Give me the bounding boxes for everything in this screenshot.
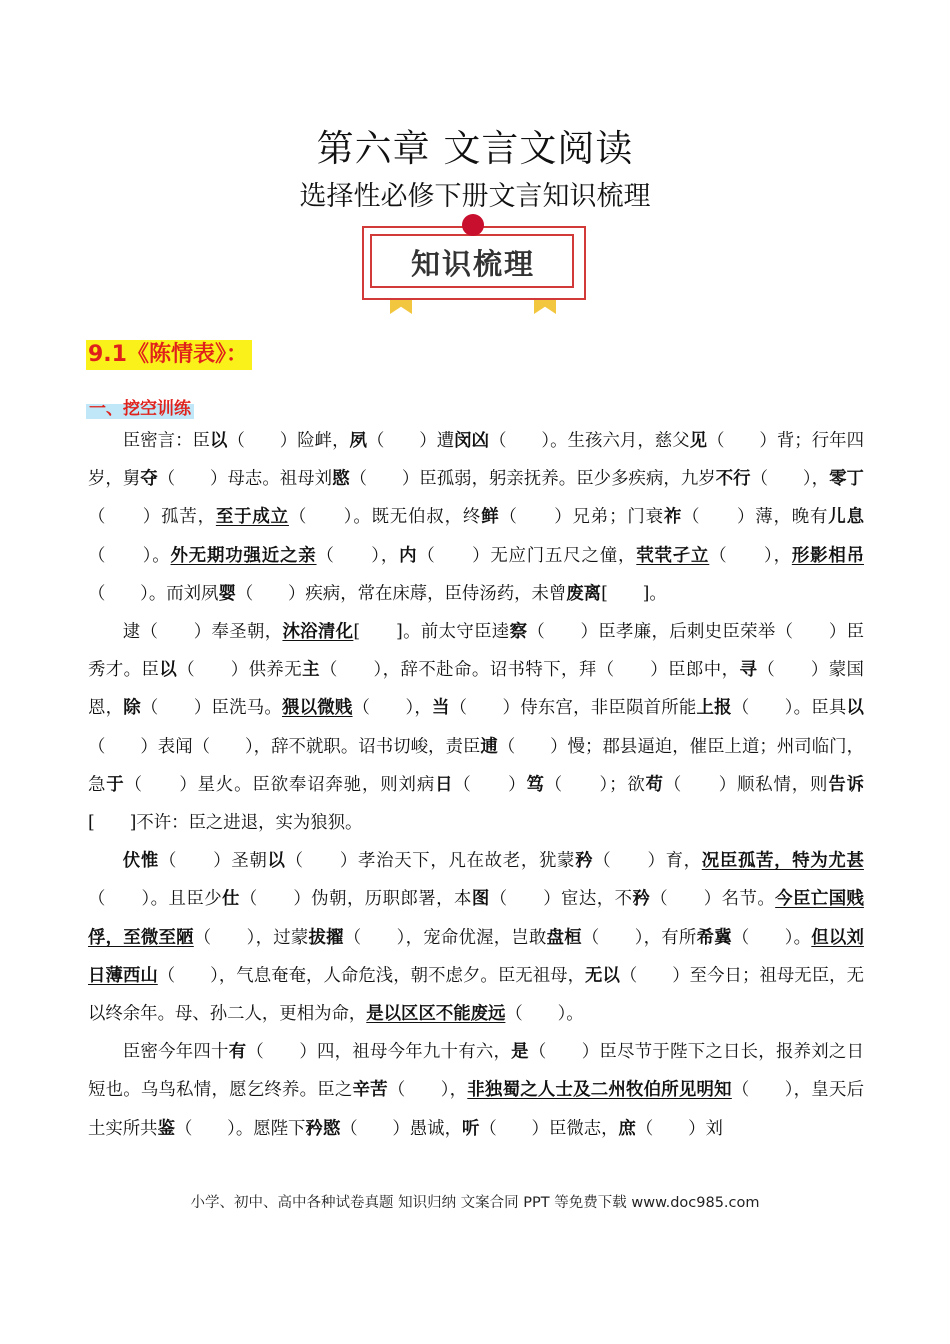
paragraph	[88, 842, 864, 1033]
key-term: 逋	[480, 736, 498, 757]
paragraph	[88, 613, 864, 842]
badge-label: 知识梳理	[410, 247, 535, 281]
key-term: 无以	[585, 965, 620, 986]
key-term: 今臣亡国贱俘，至微至陋	[88, 889, 864, 948]
key-term: 鲜	[481, 507, 500, 528]
text-segment: [ ]。前太守臣逵	[353, 622, 510, 643]
text-segment: （ ）臣孤弱，躬亲抚养。臣少多疾病，九岁	[349, 469, 716, 490]
key-term: 废离	[566, 583, 602, 604]
key-term: 儿息	[828, 507, 864, 528]
key-term: 仕	[222, 889, 240, 910]
text-segment: （ ），	[709, 545, 792, 566]
text-segment: （ ）伪朝，历职郎署，本	[239, 889, 472, 910]
text-segment: （ ）遭	[366, 431, 455, 451]
text-segment: （ ）。既无伯叔，终	[288, 507, 482, 528]
text-segment: （ ）母志。祖母刘	[157, 469, 333, 490]
key-term: 祚	[663, 507, 683, 528]
key-term: 非独蜀之人士及二州牧伯所见明知	[467, 1080, 732, 1101]
text-segment: （ ），	[352, 698, 433, 719]
text-segment: [ ]。	[601, 583, 667, 604]
key-term: 图	[471, 889, 490, 910]
text-segment: （ ）。生孩六月，慈父	[489, 431, 690, 451]
text-segment: （ ）四，祖母今年九十有六，	[246, 1042, 512, 1063]
exercise-text	[88, 422, 864, 1148]
text-segment: （ ）圣朝	[158, 851, 268, 872]
key-term: 除	[123, 698, 141, 719]
key-term: 日	[435, 774, 454, 795]
key-term: 寻	[739, 660, 758, 681]
subsection-heading: 一、挖空训练	[86, 394, 194, 419]
text-segment: （ ），	[387, 1080, 468, 1101]
text-segment: （ ）；欲	[544, 774, 646, 795]
text-segment: （ ）。	[88, 545, 171, 566]
text-segment: （ ）侍东宫，非臣陨首所能	[449, 698, 697, 719]
text-segment: （ ），皇天后土实所共	[88, 1080, 864, 1139]
page-subtitle: 选择性必修下册文言知识梳理	[299, 181, 651, 212]
key-term: 婴	[218, 583, 236, 604]
text-segment: 逮（ ）奉圣朝，	[122, 622, 283, 643]
key-term: 外无期功强近之亲	[170, 545, 317, 566]
key-term: 夺	[140, 469, 158, 490]
text-segment: （ ）刘	[635, 1118, 723, 1139]
text-segment: （ ），	[316, 545, 400, 566]
text-segment: （ ）宦达，不	[489, 889, 633, 910]
text-segment: （ ），有所	[581, 927, 697, 948]
text-segment: 臣密今年四十	[122, 1042, 229, 1063]
key-term: 沐浴清化	[282, 622, 354, 643]
key-term: 但以刘日薄西山	[88, 927, 864, 986]
key-term: 是以区区不能废远	[366, 1004, 506, 1025]
key-term: 矜	[575, 851, 594, 872]
text-segment: （ ）险衅，	[227, 431, 350, 451]
key-term: 茕茕孑立	[636, 545, 710, 566]
key-term: 于	[106, 774, 125, 795]
text-segment: （ ）兄弟；门衰	[499, 507, 664, 528]
key-term: 听	[461, 1118, 480, 1139]
text-segment: （ ）育，	[593, 851, 702, 872]
text-segment: （ ）。而刘夙	[88, 583, 219, 604]
text-segment: （ ）孝治天下，凡在故老，犹蒙	[285, 851, 576, 872]
text-segment: （ ）。愿陛下	[174, 1118, 306, 1139]
key-term: 苟	[645, 774, 664, 795]
text-segment: （ ）名节。	[650, 889, 776, 910]
key-term: 盘桓	[546, 927, 582, 948]
text-segment: （ ）疾病，常在床蓐，臣侍汤药，未曾	[235, 583, 567, 604]
text-segment: （ ）星火。臣欲奉诏奔驰，则刘病	[124, 774, 436, 795]
key-term: 有	[228, 1042, 247, 1063]
key-term: 夙	[349, 431, 367, 451]
key-term: 是	[511, 1042, 529, 1063]
text-segment: （ ）供养无	[177, 660, 303, 681]
key-term: 以	[159, 660, 178, 681]
paragraph	[88, 1033, 864, 1148]
text-segment: （ ）至今日；祖母无臣，无以终余年。母、孙二人，更相为命，	[88, 965, 864, 1025]
section-heading: 9.1《陈情表》：	[86, 340, 252, 370]
text-segment: （ ）无应门五尺之僮，	[417, 545, 637, 566]
key-term: 以	[846, 698, 864, 719]
key-term: 零丁	[829, 469, 864, 490]
text-segment: （ ）愚诚，	[340, 1118, 462, 1139]
text-segment: （ ）。且臣少	[88, 889, 223, 910]
key-term: 闵凶	[454, 431, 490, 451]
text-segment: （ ）臣洗马。	[140, 698, 282, 719]
text-segment: （ ）臣尽节于陛下之日长，报养刘之日短也。乌鸟私情，愿乞终养。臣之	[88, 1042, 864, 1101]
key-term: 上报	[696, 698, 732, 719]
key-term: 察	[509, 622, 528, 643]
text-segment: 臣密言：臣	[122, 431, 210, 451]
key-term: 矜	[632, 889, 651, 910]
paragraph	[88, 422, 864, 613]
text-segment: （ ）孤苦，	[88, 507, 216, 528]
key-term: 形影相吊	[791, 545, 864, 566]
page-title: 第六章 文言文阅读	[316, 127, 634, 170]
key-term: 况臣孤苦，特为尤甚	[701, 851, 864, 872]
text-segment: （ ）。	[731, 927, 812, 948]
text-segment: （ ）薄，晚有	[682, 507, 829, 528]
key-term: 矜愍	[305, 1118, 341, 1139]
key-term: 庶	[618, 1118, 636, 1139]
key-term: 内	[399, 545, 418, 566]
text-segment: （ ），气息奄奄，人命危浅，朝不虑夕。臣无祖母，	[157, 965, 586, 986]
key-term: 主	[302, 660, 320, 681]
red-dot-icon	[462, 214, 484, 236]
footer-text: 小学、初中、高中各种试卷真题 知识归纳 文案合同 PPT 等免费下载 www.doc985.com	[190, 1195, 760, 1211]
key-term: 以	[267, 851, 286, 872]
text-segment: （ ）背；行年四岁，舅	[88, 431, 864, 490]
key-term: 以	[210, 431, 228, 451]
text-segment: （ ），	[750, 469, 830, 490]
text-segment: （ ），辞不赴命。诏书特下，拜（ ）臣郎中，	[319, 660, 740, 681]
text-segment: （ ）臣微志，	[479, 1118, 619, 1139]
key-term: 猥以微贱	[282, 698, 353, 719]
knowledge-badge	[362, 214, 584, 314]
text-segment: （ ）表闻（ ），辞不就职。诏书切峻，责臣	[88, 736, 481, 757]
key-term: 希冀	[696, 927, 732, 948]
text-segment: （ ）。	[505, 1004, 584, 1025]
key-term: 鉴	[157, 1118, 175, 1139]
key-term: 笃	[526, 774, 545, 795]
key-term: 拔擢	[308, 927, 344, 948]
key-term: 愍	[332, 469, 350, 490]
text-segment: （ ），过蒙	[193, 927, 309, 948]
text-segment: （ ）顺私情，则	[663, 774, 829, 795]
text-segment: （ ）	[453, 774, 527, 795]
text-segment: （ ），宠命优渥，岂敢	[343, 927, 547, 948]
key-term: 至于成立	[215, 507, 289, 528]
key-term: 辛苦	[352, 1080, 388, 1101]
text-segment: [ ]不许：臣之进退，实为狼狈。	[88, 813, 363, 834]
key-term: 伏惟	[122, 851, 159, 872]
key-term: 见	[689, 431, 708, 451]
key-term: 不行	[715, 469, 751, 490]
text-segment: （ ）慢；郡县逼迫，催臣上道；州司临门，急	[88, 736, 864, 795]
text-segment: （ ）蒙国恩，	[88, 660, 864, 719]
key-term: 当	[432, 698, 450, 719]
key-term: 告诉	[828, 774, 864, 795]
text-segment: （ ）臣孝廉，后刺史臣荣举（ ）臣秀才。臣	[88, 622, 864, 681]
text-segment: （ ）。臣具	[731, 698, 847, 719]
